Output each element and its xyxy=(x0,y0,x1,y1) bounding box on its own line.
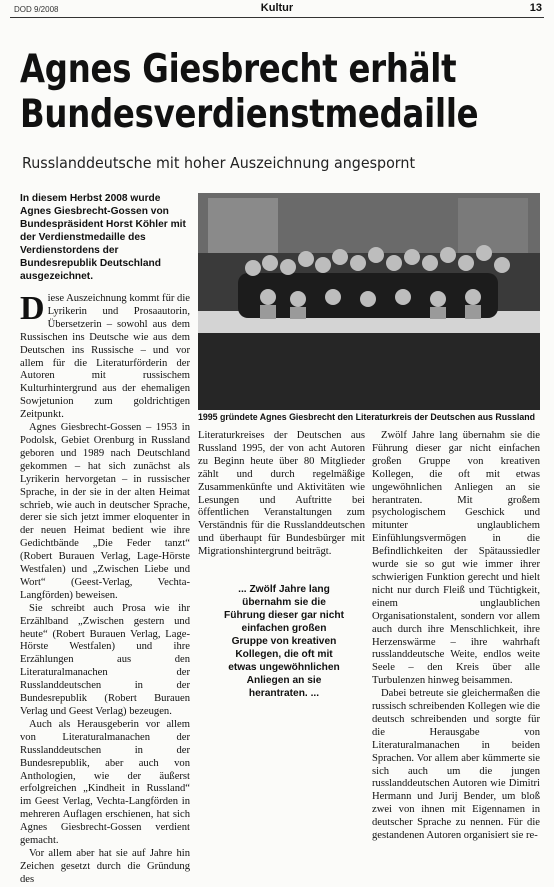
body-column-2 xyxy=(198,430,365,559)
article-subtitle: Russlanddeutsche mit hoher Auszeichnung angespornt xyxy=(22,154,416,172)
body-paragraph: Agnes Giesbrecht-Gossen – 1953 in Podolsk, Gebiet Orenburg in Russland geboren und 1989 nach Deutschland gekommen – hat sich zunächst als Lyrikerin hervorgetan – in russischer Sprache, in der sie in der alten Heimat schrieb, wie auch in deutscher Sprache, derer sie sich jetzt immer eloquenter in der neuen Heimat bedient wie ihre Gedichtbände „Die Feder tanzt“ (Robert Burauen Verlag, Lage-Hörste Westfalen) und „Zwischen Liebe und Wort“ (Geest-Verlag, Vechta-Langförden) beweisen. xyxy=(20,422,190,601)
page-number: 13 xyxy=(529,2,542,14)
photo-caption: 1995 gründete Agnes Giesbrecht den Literaturkreis der Deutschen aus Russland xyxy=(198,412,535,422)
body-column-1 xyxy=(20,290,190,887)
article-title xyxy=(20,47,479,137)
body-paragraph: Diese Auszeichnung kommt für die Lyrikerin und Prosaautorin, Übersetzerin – sowohl aus dem Russischen ins Deutsche wie aus dem Deutschen ins Russische – und vor allem für die Literaturförderin der Autoren mit russischem Kulturhintergrund aus der ehemaligen Sowjetunion zum goldrichtigen Zeitpunkt. xyxy=(20,290,190,421)
section-label: Kultur xyxy=(260,2,294,14)
pull-quote: ... Zwölf Jahre lang übernahm sie die Führung dieser gar nicht einfachen großen Gruppe von kreativen Kollegen, die oft mit etwas ungewöhnlichen Anliegen an sie herantraten. ... xyxy=(224,584,344,699)
title-line-1: Agnes Giesbrecht erhält xyxy=(20,47,457,92)
drop-cap: D xyxy=(20,290,45,327)
body-paragraph: Literaturkreises der Deutschen aus Russland 1995, der von acht Autoren zu Beginn heute über 80 Mitglieder zählt und durch regelmäßige Zusammenkünfte und Aktivitäten wie Lesungen und Auftritte bei öffentlichen Veranstaltungen zum Verständnis für die Russlanddeutschen und überhaupt für Bundesbürger mit Migrationshintergrund beiträgt. xyxy=(198,430,365,558)
issue-label: DOD 9/2008 xyxy=(14,5,59,14)
body-paragraph: Vor allem aber hat sie auf Jahre hin Zeichen gesetzt durch die Gründung des xyxy=(20,847,190,885)
page-header xyxy=(10,0,544,18)
article-lead: In diesem Herbst 2008 wurde Agnes Giesbrecht-Gossen von Bundespräsident Horst Köhler mit der Verdienstmedaille des Verdienstordens der Bundesrepublik Deutschland ausgezeichnet. xyxy=(20,193,186,282)
body-column-3 xyxy=(372,430,540,843)
group-photo xyxy=(198,193,540,410)
title-line-2: Bundesverdienstmedaille xyxy=(20,92,479,137)
body-paragraph: Auch als Herausgeberin vor allem von Literaturalmanachen der Russlanddeutschen in der Bundesrepublik, aber auch von Anthologien, wie der äußerst erfolgreichen „Kindheit in Russland“ im Geest Verlag, Vechta-Langförden in mehreren Auflagen erschienen, hat sich Agnes Giesbrecht-Gossen verdient gemacht. xyxy=(20,718,190,847)
body-paragraph: Sie schreibt auch Prosa wie ihr Erzählband „Zwischen gestern und heute“ (Robert Burauen Verlag, Lage-Hörste Westfalen) und ihre Erzählungen aus den Literaturalmanachen der Russlanddeutschen in der Bundesrepublik (Robert Burauen Verlag und Geest Verlag) bezeugen. xyxy=(20,602,190,717)
body-paragraph: Dabei betreute sie gleichermaßen die russisch schreibenden Kollegen wie die deutsch schreibenden und sorgte für die Herausgabe von Literaturalmanachen in beiden Sprachen. Vor allem aber kümmerte sie sich auch um die jungen russlanddeutschen Autoren wie Dimitri Hermann und Jurij Bender, um bloß zwei von ihnen mit Eigennamen in deutscher Sprache zu nennen. Für die gestandenen Autoren organisiert sie re- xyxy=(372,688,540,842)
group-photo-image xyxy=(198,193,540,410)
body-paragraph: Zwölf Jahre lang übernahm sie die Führung dieser gar nicht einfachen großen Gruppe von kreativen Kollegen, die oft mit etwas ungewöhnlichen Anliegen an sie herantraten. Mit großem psychologischem Geschick und mitunter unglaublichem Einfühlungsvermögen in die Befindlichkeiten der Spätaussiedler wurde sie so gut wie immer ihrer schwierigen Funktion gerecht und hielt nicht nur durch Fleiß und Tüchtigkeit, einem unglaublichen Organisationstalent, sondern vor allem auch durch ihre Menschlichkeit, ihre Herzenswärme – ihre wahrhaft russlanddeutsche Weite, endlos weite Seele – den Kreis über alle Turbulenzen hinweg beisammen. xyxy=(372,430,540,687)
